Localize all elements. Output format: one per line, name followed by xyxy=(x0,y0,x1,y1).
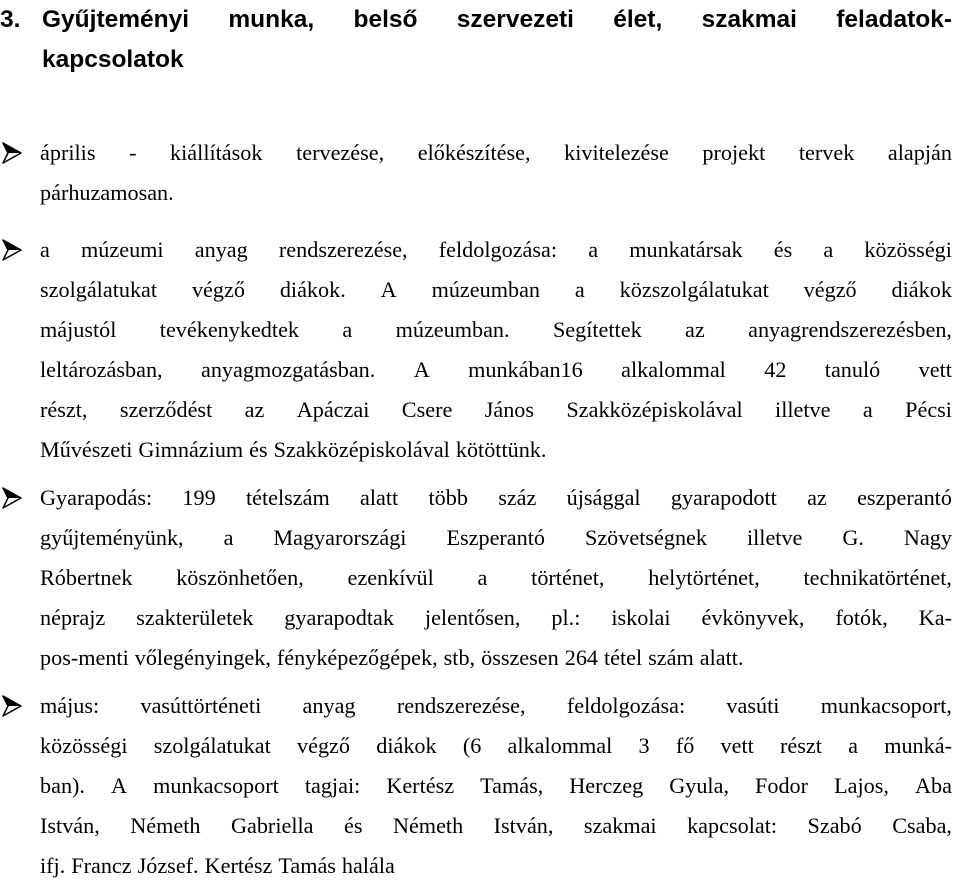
bullet-text xyxy=(40,686,952,886)
text-line: a múzeumi anyag rendszerezése, feldolgozása: a munkatársak és a közösségi xyxy=(40,237,952,262)
text-line: Gyarapodás: 199 tételszám alatt több száz újsággal gyarapodott az eszperantó xyxy=(40,485,952,510)
text-line: szolgálatukat végző diákok. A múzeumban a közszolgálatukat végző diákok xyxy=(40,277,952,302)
text-line: párhuzamosan. xyxy=(40,180,174,205)
text-line: május: vasúttörténeti anyag rendszerezése, feldolgozása: vasúti munkacsoport, xyxy=(40,693,952,718)
text-line: ban). A munkacsoport tagjai: Kertész Tamás, Herczeg Gyula, Fodor Lajos, Aba xyxy=(40,773,952,798)
bullet-text xyxy=(40,230,952,470)
text-line: leltározásban, anyagmozgatásban. A munkában16 alkalommal 42 tanuló vett xyxy=(40,357,952,382)
text-line: Róbertnek köszönhetően, ezenkívül a történet, helytörténet, technikatörténet, xyxy=(40,565,952,590)
text-line: gyűjteményünk, a Magyarországi Eszperantó Szövetségnek illetve G. Nagy xyxy=(40,525,952,550)
arrow-bullet-icon xyxy=(0,486,24,510)
section-heading-line-1 xyxy=(0,0,960,40)
text-line: ifj. Francz József. Kertész Tamás halála xyxy=(40,853,395,878)
text-line: pos-menti vőlegényingek, fényképezőgépek, stb, összesen 264 tétel szám alatt. xyxy=(40,645,744,670)
arrow-bullet-icon xyxy=(0,694,24,718)
section-heading-line-2 xyxy=(0,40,960,80)
text-line: István, Németh Gabriella és Németh István, szakmai kapcsolat: Szabó Csaba, xyxy=(40,813,952,838)
section-heading xyxy=(0,0,960,80)
text-line: részt, szerződést az Apáczai Csere János Szakközépiskolával illetve a Pécsi xyxy=(40,397,952,422)
text-line: néprajz szakterületek gyarapodtak jelentősen, pl.: iskolai évkönyvek, fotók, Ka- xyxy=(40,605,952,630)
arrow-bullet-icon xyxy=(0,141,24,165)
text-line: április - kiállítások tervezése, előkészítése, kivitelezése projekt tervek alapján xyxy=(40,140,952,165)
bullet-text xyxy=(40,133,952,213)
section-title-part-1: Gyűjteményi munka, belső szervezeti élet, szakmai feladatok- xyxy=(42,6,952,33)
text-line: májustól tevékenykedtek a múzeumban. Segítettek az anyagrendszerezésben, xyxy=(40,317,952,342)
text-line: közösségi szolgálatukat végző diákok (6 alkalommal 3 fő vett részt a munká- xyxy=(40,733,952,758)
text-line: Művészeti Gimnázium és Szakközépiskolával kötöttünk. xyxy=(40,437,547,462)
bullet-text xyxy=(40,478,952,678)
section-number: 3. xyxy=(0,6,21,33)
section-title-part-2: kapcsolatok xyxy=(42,46,184,73)
arrow-bullet-icon xyxy=(0,238,24,262)
